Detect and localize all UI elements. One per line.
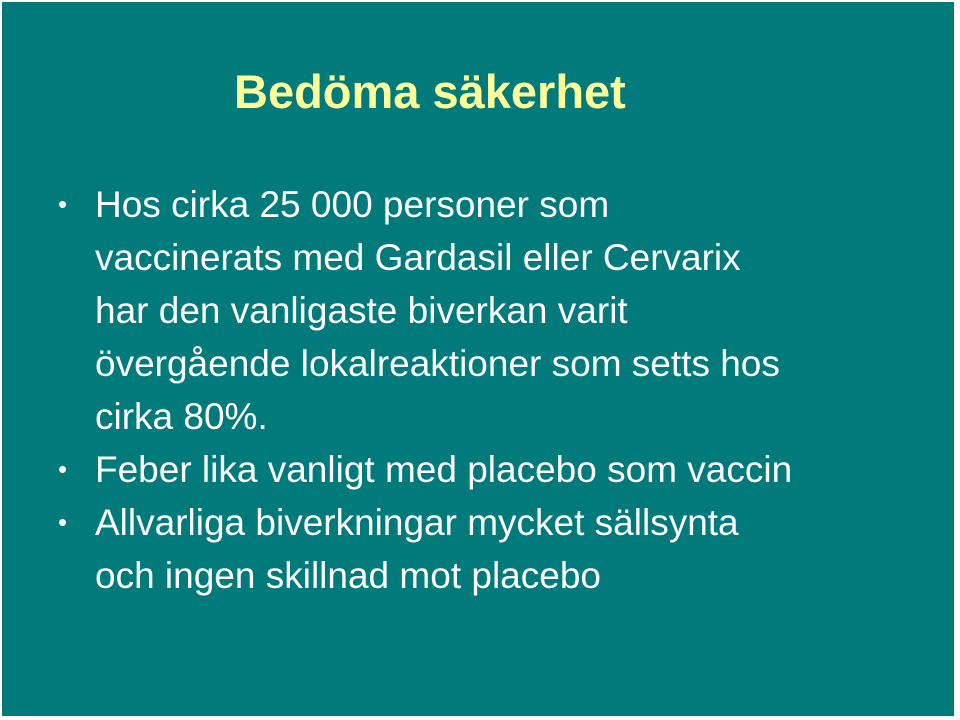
bullet-line: övergående lokalreaktioner som setts hos: [95, 343, 780, 384]
bullet-item: [58, 178, 918, 443]
bullet-list: [58, 178, 918, 602]
slide-title: Bedöma säkerhet: [234, 65, 626, 118]
bullet-line: cirka 80%.: [95, 396, 268, 437]
bullet-line: vaccinerats med Gardasil eller Cervarix: [95, 237, 741, 278]
bullet-line: Hos cirka 25 000 personer som: [95, 184, 610, 225]
slide: [2, 2, 954, 716]
bullet-text: [95, 178, 918, 443]
bullet-icon: •: [58, 189, 68, 219]
bullet-icon: •: [58, 507, 68, 537]
bullet-line: Feber lika vanligt med placebo som vaccin: [95, 449, 793, 490]
bullet-line: har den vanligaste biverkan varit: [95, 290, 628, 331]
bullet-item: [58, 443, 918, 496]
bullet-item: [58, 496, 918, 602]
bullet-text: [95, 496, 918, 602]
bullet-text: [95, 443, 918, 496]
bullet-icon: •: [58, 454, 68, 484]
bullet-line: och ingen skillnad mot placebo: [95, 555, 601, 596]
bullet-line: Allvarliga biverkningar mycket sällsynta: [95, 502, 739, 543]
